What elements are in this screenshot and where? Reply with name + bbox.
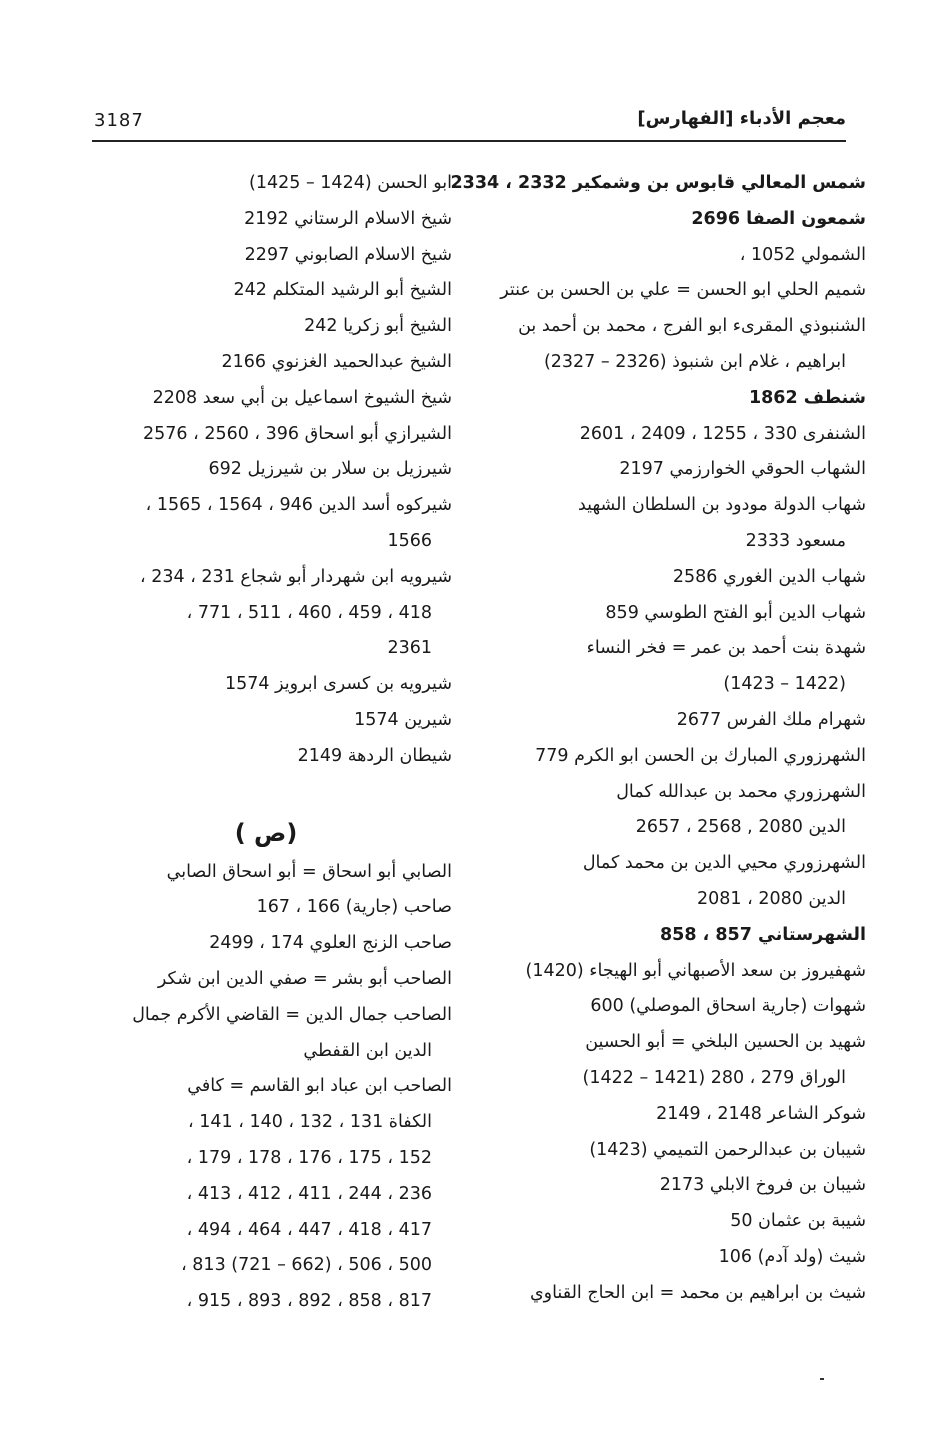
index-entry: شوكر الشاعر 2148 ، 2149 [656,1103,866,1124]
index-entry: شهفيروز بن سعد الأصبهاني أبو الهيجاء (1420) [525,960,866,981]
index-entry: شهاب الدين أبو الفتح الطوسي 859 [605,602,866,623]
index-entry: الشيخ أبو الرشيد المتكلم 242 [233,280,452,301]
index-entry: الدين 2080 ، 2081 [696,888,846,909]
index-entry: شهدة بنت أحمد بن عمر = فخر النساء [586,638,866,659]
index-entry: الشهرزوري المبارك بن الحسن ابو الكرم 779 [535,745,866,766]
index-entry: شيبان بن فروخ الابلي 2173 [659,1175,866,1196]
index-entry: الكفاة 131 ، 132 ، 140 ، 141 ، [188,1112,432,1133]
index-entry: الدين 2080 , 2568 ، 2657 [635,817,846,838]
index-entry: شمس المعالي قابوس بن وشمكير 2332 ، 2334 [450,173,866,193]
index-entry: 417 ، 418 ، 447 ، 464 ، 494 ، [186,1219,432,1240]
index-entry: شيث بن ابراهيم بن محمد = ابن الحاج القناوي [529,1282,866,1303]
index-entry: شيخ الشيوخ اسماعيل بن أبي سعد 2208 [152,387,452,408]
index-entry: صاحب (جارية) 166 ، 167 [256,897,452,918]
index-entry: شهاب الدولة مودود بن السلطان الشهيد [577,495,866,516]
section-heading-sad: (ص ) [234,818,298,847]
index-entry: شيث (ولد آدم) 106 [718,1246,866,1267]
index-entry: شيبان بن عبدالرحمن التميمي (1423) [589,1139,866,1160]
index-entry: الدين ابن القفطي [303,1040,432,1061]
index-entry: شيخ الاسلام الرستاني 2192 [244,208,452,229]
index-entry: شهيد بن الحسين البلخي = أبو الحسين [585,1032,866,1053]
index-entry: الصاحب ابن عباد ابو القاسم = كافي [187,1076,452,1097]
index-entry: الوراق 279 ، 280 (1421 – 1422) [582,1067,846,1088]
index-entry: مسعود 2333 [745,530,846,551]
index-entry: ابو الحسن (1424 – 1425) [249,173,452,193]
page-header [92,106,846,142]
index-entry: الشنفرى 330 ، 1255 ، 2409 ، 2601 [579,423,866,444]
index-entry: شيبة بن عثمان 50 [730,1211,866,1232]
index-entry: 1566 [387,530,432,551]
index-entry: الشهاب الحوقي الخوارزمي 2197 [619,459,866,480]
index-entry: شهاب الدين الغوري 2586 [672,566,866,587]
index-entry: شيرويه بن كسرى ابرويز 1574 [225,674,452,695]
index-entry: الصابي أبو اسحاق = أبو اسحاق الصابي [166,861,452,882]
index-entry: الشهرستاني 857 ، 858 [659,924,866,945]
index-entries-shin-continued [80,166,452,775]
index-entry: شيرين 1574 [354,709,452,730]
index-entry: 2361 [387,638,432,659]
index-entry: صاحب الزنج العلوي 174 ، 2499 [209,933,452,954]
index-column-left [80,166,452,1320]
index-entry: الشيخ عبدالحميد الغزنوي 2166 [221,351,452,372]
index-entry: شيرزيل بن سلار بن شيرزيل 692 [208,459,452,480]
index-entry: الشهرزوري محمد بن عبدالله كمال [616,781,866,802]
index-entry: شيركوه أسد الدين 946 ، 1564 ، 1565 ، [145,495,452,516]
index-entry: الشهرزوري محيي الدين بن محمد كمال [582,853,866,874]
index-entry: شميم الحلي ابو الحسن = علي بن الحسن بن عنتر [500,280,866,301]
index-entry: الصاحب أبو بشر = صفي الدين ابن شكر [157,968,452,989]
index-entry: ابراهيم ، غلام ابن شنبوذ (2326 – 2327) [543,351,846,372]
index-entry: شيطان الردهة 2149 [297,745,452,766]
index-entry: الشنبوذي المقرىء ابو الفرج ، محمد بن أحمد بن [518,316,866,337]
index-entry: الصاحب جمال الدين = القاضي الأكرم جمال [132,1004,452,1025]
index-entry: 418 ، 459 ، 460 ، 511 ، 771 ، [186,602,432,623]
index-entry: شنطف 1862 [748,387,866,408]
index-entry: شهرام ملك الفرس 2677 [676,709,866,730]
index-entry: 817 ، 858 ، 892 ، 893 ، 915 ، [186,1291,432,1312]
index-entry: شمعون الصفا 2696 [691,208,866,229]
index-entry: شيرويه ابن شهردار أبو شجاع 231 ، 234 ، [140,566,452,587]
running-title: معجم الأدباء [الفهارس] [637,108,846,129]
index-entry: شيخ الاسلام الصابوني 2297 [244,244,452,265]
index-entry: الشيرازي أبو اسحاق 396 ، 2560 ، 2576 [142,423,452,444]
index-column-right [450,166,866,1312]
index-entry: شهوات (جارية اسحاق الموصلي) 600 [590,996,866,1017]
index-entry: الشيخ أبو زكريا 242 [304,316,452,337]
index-entry: 152 ، 175 ، 176 ، 178 ، 179 ، [186,1147,432,1168]
index-entry: 236 ، 244 ، 411 ، 412 ، 413 ، [186,1183,432,1204]
index-entries-sad [80,855,452,1320]
page-number: 3187 [94,110,144,131]
index-entry: الشمولي 1052 ، [739,244,866,265]
index-entry: (1422 – 1423) [723,674,846,695]
page-speck [820,1378,824,1380]
index-entry: 500 ، 506 ، (662 – 721) 813 ، [181,1255,432,1276]
